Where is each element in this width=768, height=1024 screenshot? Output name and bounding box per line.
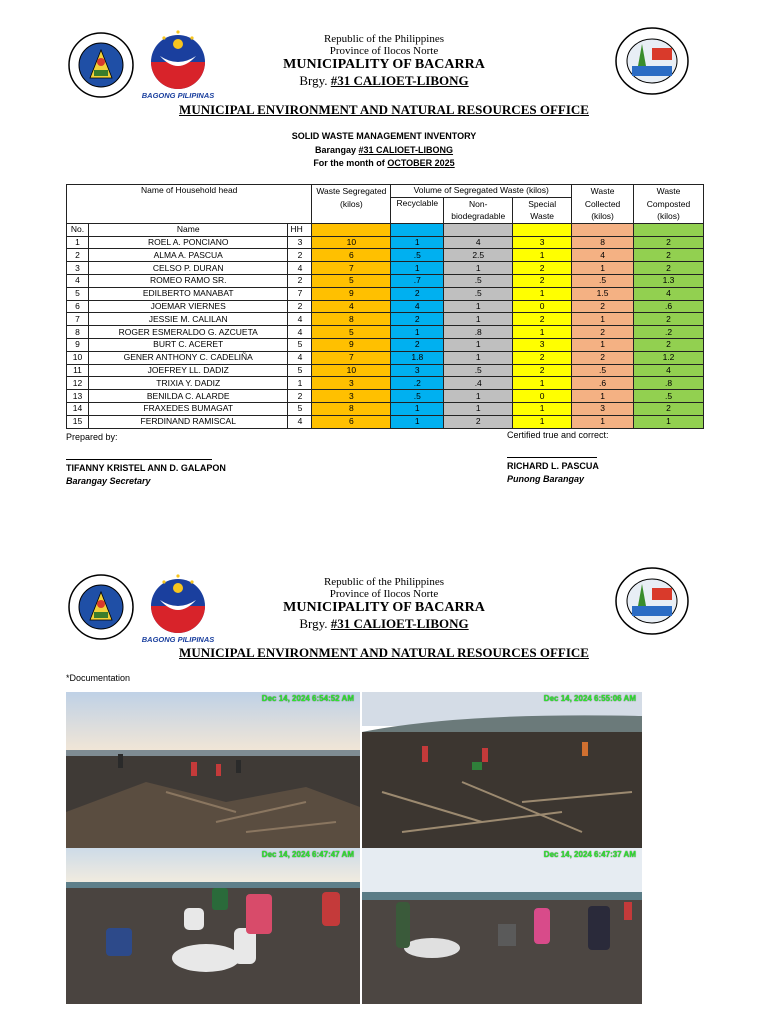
cell-no: 6 xyxy=(67,300,89,313)
cell-seg: 10 xyxy=(312,364,391,377)
swatch-composted xyxy=(634,223,704,236)
cell-collected: .5 xyxy=(572,364,634,377)
cell-nonbio: 1 xyxy=(444,351,513,364)
documentation-label: *Documentation xyxy=(66,673,131,683)
table-row xyxy=(67,402,704,415)
col-volume-group-header: Volume of Segregated Waste (kilos) xyxy=(391,185,572,198)
cell-special: 2 xyxy=(513,351,572,364)
cell-name: FRAXEDES BUMAGAT xyxy=(88,402,287,415)
cell-special: 0 xyxy=(513,300,572,313)
col-name-group-header: Name of Household head xyxy=(67,185,312,224)
cell-hh: 1 xyxy=(288,377,312,390)
table-row xyxy=(67,351,704,364)
cell-collected: .6 xyxy=(572,377,634,390)
cell-seg: 3 xyxy=(312,377,391,390)
cell-special: 2 xyxy=(513,313,572,326)
cell-rec: .5 xyxy=(391,249,444,262)
cell-no: 2 xyxy=(67,249,89,262)
cell-rec: 2 xyxy=(391,313,444,326)
barangay-line: Brgy. #31 CALIOET-LIBONG xyxy=(299,73,469,88)
municipality-line: MUNICIPALITY OF BACARRA xyxy=(283,600,485,615)
cell-nonbio: 4 xyxy=(444,236,513,249)
cell-name: ROMEO RAMO SR. xyxy=(88,274,287,287)
cell-collected: 2 xyxy=(572,351,634,364)
col-collected-header: Waste Collected (kilos) xyxy=(572,185,634,224)
prepared-by-name: TIFANNY KRISTEL ANN D. GALAPON xyxy=(66,463,226,473)
province-line: Province of Ilocos Norte xyxy=(329,45,439,57)
cell-name: FERDINAND RAMISCAL xyxy=(88,415,287,428)
certified-name: RICHARD L. PASCUA xyxy=(507,461,599,471)
photo-4 xyxy=(362,848,642,1004)
cell-collected: 4 xyxy=(572,249,634,262)
svg-text:BAGONG PILIPINAS: BAGONG PILIPINAS xyxy=(141,635,215,644)
cell-nonbio: 1 xyxy=(444,300,513,313)
cell-collected: 2 xyxy=(572,300,634,313)
certified-role: Punong Barangay xyxy=(507,474,585,484)
cell-seg: 4 xyxy=(312,300,391,313)
cell-rec: .5 xyxy=(391,390,444,403)
cell-seg: 3 xyxy=(312,390,391,403)
swatch-collected xyxy=(572,223,634,236)
cell-rec: 1 xyxy=(391,236,444,249)
cell-collected: .5 xyxy=(572,274,634,287)
cell-no: 3 xyxy=(67,262,89,275)
photo-3 xyxy=(66,848,360,1004)
cell-seg: 8 xyxy=(312,402,391,415)
col-recyclable-header: Recyclable xyxy=(391,197,444,223)
table-row xyxy=(67,300,704,313)
cell-hh: 5 xyxy=(288,364,312,377)
report-barangay: Barangay #31 CALIOET-LIBONG xyxy=(314,145,454,155)
cell-no: 10 xyxy=(67,351,89,364)
cell-special: 1 xyxy=(513,326,572,339)
cell-hh: 4 xyxy=(288,415,312,428)
cell-seg: 5 xyxy=(312,274,391,287)
table-row xyxy=(67,364,704,377)
cell-name: ROEL A. PONCIANO xyxy=(88,236,287,249)
cell-composted: 4 xyxy=(634,364,704,377)
cell-no: 15 xyxy=(67,415,89,428)
cell-name: JOEMAR VIERNES xyxy=(88,300,287,313)
republic-line: Republic of the Philippines xyxy=(323,33,445,45)
prepared-by-role: Barangay Secretary xyxy=(66,476,151,486)
cell-rec: .2 xyxy=(391,377,444,390)
cell-nonbio: .5 xyxy=(444,287,513,300)
cell-no: 4 xyxy=(67,274,89,287)
col-hh-header: HH xyxy=(288,223,312,236)
cell-hh: 2 xyxy=(288,249,312,262)
cell-hh: 4 xyxy=(288,262,312,275)
cell-composted: .6 xyxy=(634,300,704,313)
cell-composted: 1 xyxy=(634,415,704,428)
cell-no: 7 xyxy=(67,313,89,326)
cell-nonbio: 1 xyxy=(444,313,513,326)
inventory-table xyxy=(66,184,704,429)
col-no-header: No. xyxy=(67,223,89,236)
cell-special: 3 xyxy=(513,236,572,249)
cell-no: 9 xyxy=(67,338,89,351)
swatch-segregated xyxy=(312,223,391,236)
cell-name: ROGER ESMERALDO G. AZCUETA xyxy=(88,326,287,339)
table-row xyxy=(67,274,704,287)
office-title-1: MUNICIPAL ENVIRONMENT AND NATURAL RESOURCES OFFICE xyxy=(179,102,589,117)
cell-composted: 2 xyxy=(634,313,704,326)
photo-timestamp: Dec 14, 2024 6:54:52 AM xyxy=(261,694,354,703)
cell-no: 8 xyxy=(67,326,89,339)
cell-seg: 7 xyxy=(312,351,391,364)
cell-name: EDILBERTO MANABAT xyxy=(88,287,287,300)
cell-special: 2 xyxy=(513,274,572,287)
cell-nonbio: 1 xyxy=(444,402,513,415)
cell-nonbio: .4 xyxy=(444,377,513,390)
cell-rec: 1 xyxy=(391,415,444,428)
cell-rec: 2 xyxy=(391,287,444,300)
cell-nonbio: 2 xyxy=(444,415,513,428)
cell-name: TRIXIA Y. DADIZ xyxy=(88,377,287,390)
cell-composted: .2 xyxy=(634,326,704,339)
cell-rec: 2 xyxy=(391,338,444,351)
certified-label: Certified true and correct: xyxy=(507,430,609,440)
cell-nonbio: .5 xyxy=(444,274,513,287)
cell-seg: 6 xyxy=(312,415,391,428)
cell-seg: 9 xyxy=(312,338,391,351)
cell-rec: 4 xyxy=(391,300,444,313)
cell-no: 14 xyxy=(67,402,89,415)
cell-hh: 5 xyxy=(288,402,312,415)
cell-composted: .5 xyxy=(634,390,704,403)
cell-name: JOEFREY LL. DADIZ xyxy=(88,364,287,377)
cell-name: JESSIE M. CALILAN xyxy=(88,313,287,326)
cell-collected: 8 xyxy=(572,236,634,249)
cell-no: 5 xyxy=(67,287,89,300)
cell-no: 12 xyxy=(67,377,89,390)
cell-seg: 9 xyxy=(312,287,391,300)
cell-collected: 1.5 xyxy=(572,287,634,300)
cell-rec: 1 xyxy=(391,262,444,275)
cell-hh: 2 xyxy=(288,274,312,287)
table-row xyxy=(67,287,704,300)
cell-nonbio: .8 xyxy=(444,326,513,339)
province-line: Province of Ilocos Norte xyxy=(329,588,439,600)
cell-seg: 8 xyxy=(312,313,391,326)
cell-no: 1 xyxy=(67,236,89,249)
cell-name: BENILDA C. ALARDE xyxy=(88,390,287,403)
cell-special: 1 xyxy=(513,402,572,415)
cell-seg: 10 xyxy=(312,236,391,249)
col-name-header: Name xyxy=(88,223,287,236)
prepared-by-label: Prepared by: xyxy=(66,432,118,442)
col-composted-header: Waste Composted (kilos) xyxy=(634,185,704,224)
svg-text:BAGONG PILIPINAS: BAGONG PILIPINAS xyxy=(141,91,215,100)
col-special-header: Special Waste xyxy=(513,197,572,223)
swatch-special xyxy=(513,223,572,236)
swatch-recyclable xyxy=(391,223,444,236)
table-row xyxy=(67,415,704,428)
cell-seg: 7 xyxy=(312,262,391,275)
cell-name: ALMA A. PASCUA xyxy=(88,249,287,262)
cell-rec: 1.8 xyxy=(391,351,444,364)
cell-collected: 1 xyxy=(572,415,634,428)
cell-composted: 2 xyxy=(634,236,704,249)
cell-hh: 7 xyxy=(288,287,312,300)
cell-nonbio: 1 xyxy=(444,390,513,403)
col-nonbio-header: Non-biodegradable xyxy=(444,197,513,223)
cell-composted: 2 xyxy=(634,262,704,275)
cell-nonbio: .5 xyxy=(444,364,513,377)
cell-hh: 3 xyxy=(288,236,312,249)
photo-2 xyxy=(362,692,642,848)
cell-hh: 4 xyxy=(288,313,312,326)
col-waste-segregated-header: Waste Segregated (kilos) xyxy=(312,185,391,224)
cell-name: BURT C. ACERET xyxy=(88,338,287,351)
cell-special: 2 xyxy=(513,364,572,377)
cell-hh: 5 xyxy=(288,338,312,351)
table-row xyxy=(67,262,704,275)
cell-special: 2 xyxy=(513,262,572,275)
cell-hh: 2 xyxy=(288,390,312,403)
cell-hh: 4 xyxy=(288,326,312,339)
report-title: SOLID WASTE MANAGEMENT INVENTORY xyxy=(291,131,477,141)
municipality-line: MUNICIPALITY OF BACARRA xyxy=(283,57,485,72)
cell-nonbio: 2.5 xyxy=(444,249,513,262)
barangay-line: Brgy. #31 CALIOET-LIBONG xyxy=(299,616,469,631)
cell-hh: 2 xyxy=(288,300,312,313)
cell-no: 11 xyxy=(67,364,89,377)
cell-special: 1 xyxy=(513,249,572,262)
cell-rec: 1 xyxy=(391,326,444,339)
cell-composted: 2 xyxy=(634,338,704,351)
cell-rec: 3 xyxy=(391,364,444,377)
cell-composted: 2 xyxy=(634,249,704,262)
cell-collected: 2 xyxy=(572,326,634,339)
cell-hh: 4 xyxy=(288,351,312,364)
cell-name: CELSO P. DURAN xyxy=(88,262,287,275)
cell-collected: 3 xyxy=(572,402,634,415)
photo-timestamp: Dec 14, 2024 6:47:47 AM xyxy=(261,850,354,859)
cell-composted: 1.3 xyxy=(634,274,704,287)
cell-no: 13 xyxy=(67,390,89,403)
cell-special: 0 xyxy=(513,390,572,403)
certified-block xyxy=(507,430,609,484)
cell-collected: 1 xyxy=(572,262,634,275)
cell-special: 1 xyxy=(513,377,572,390)
cell-special: 1 xyxy=(513,287,572,300)
cell-seg: 5 xyxy=(312,326,391,339)
cell-special: 1 xyxy=(513,415,572,428)
table-row xyxy=(67,326,704,339)
table-row xyxy=(67,313,704,326)
report-month: For the month of OCTOBER 2025 xyxy=(313,158,455,168)
table-row xyxy=(67,236,704,249)
cell-collected: 1 xyxy=(572,338,634,351)
photo-timestamp: Dec 14, 2024 6:47:37 AM xyxy=(543,850,636,859)
cell-rec: 1 xyxy=(391,402,444,415)
table-row xyxy=(67,377,704,390)
photo-1 xyxy=(66,692,360,848)
signature-line xyxy=(507,457,597,458)
office-title-2: MUNICIPAL ENVIRONMENT AND NATURAL RESOURCES OFFICE xyxy=(179,645,589,660)
cell-composted: .8 xyxy=(634,377,704,390)
cell-composted: 4 xyxy=(634,287,704,300)
cell-composted: 1.2 xyxy=(634,351,704,364)
cell-collected: 1 xyxy=(572,390,634,403)
table-row xyxy=(67,249,704,262)
barangay-seal-icon xyxy=(614,26,690,96)
cell-rec: .7 xyxy=(391,274,444,287)
swatch-nonbio xyxy=(444,223,513,236)
cell-collected: 1 xyxy=(572,313,634,326)
cell-nonbio: 1 xyxy=(444,262,513,275)
barangay-seal-icon xyxy=(614,566,690,636)
table-row xyxy=(67,390,704,403)
cell-special: 3 xyxy=(513,338,572,351)
signature-line xyxy=(66,459,212,460)
cell-name: GENER ANTHONY C. CADELIÑA xyxy=(88,351,287,364)
cell-nonbio: 1 xyxy=(444,338,513,351)
republic-line: Republic of the Philippines xyxy=(323,576,445,588)
table-row xyxy=(67,338,704,351)
photo-timestamp: Dec 14, 2024 6:55:06 AM xyxy=(543,694,636,703)
prepared-by-block xyxy=(66,432,226,486)
cell-composted: 2 xyxy=(634,402,704,415)
cell-seg: 6 xyxy=(312,249,391,262)
